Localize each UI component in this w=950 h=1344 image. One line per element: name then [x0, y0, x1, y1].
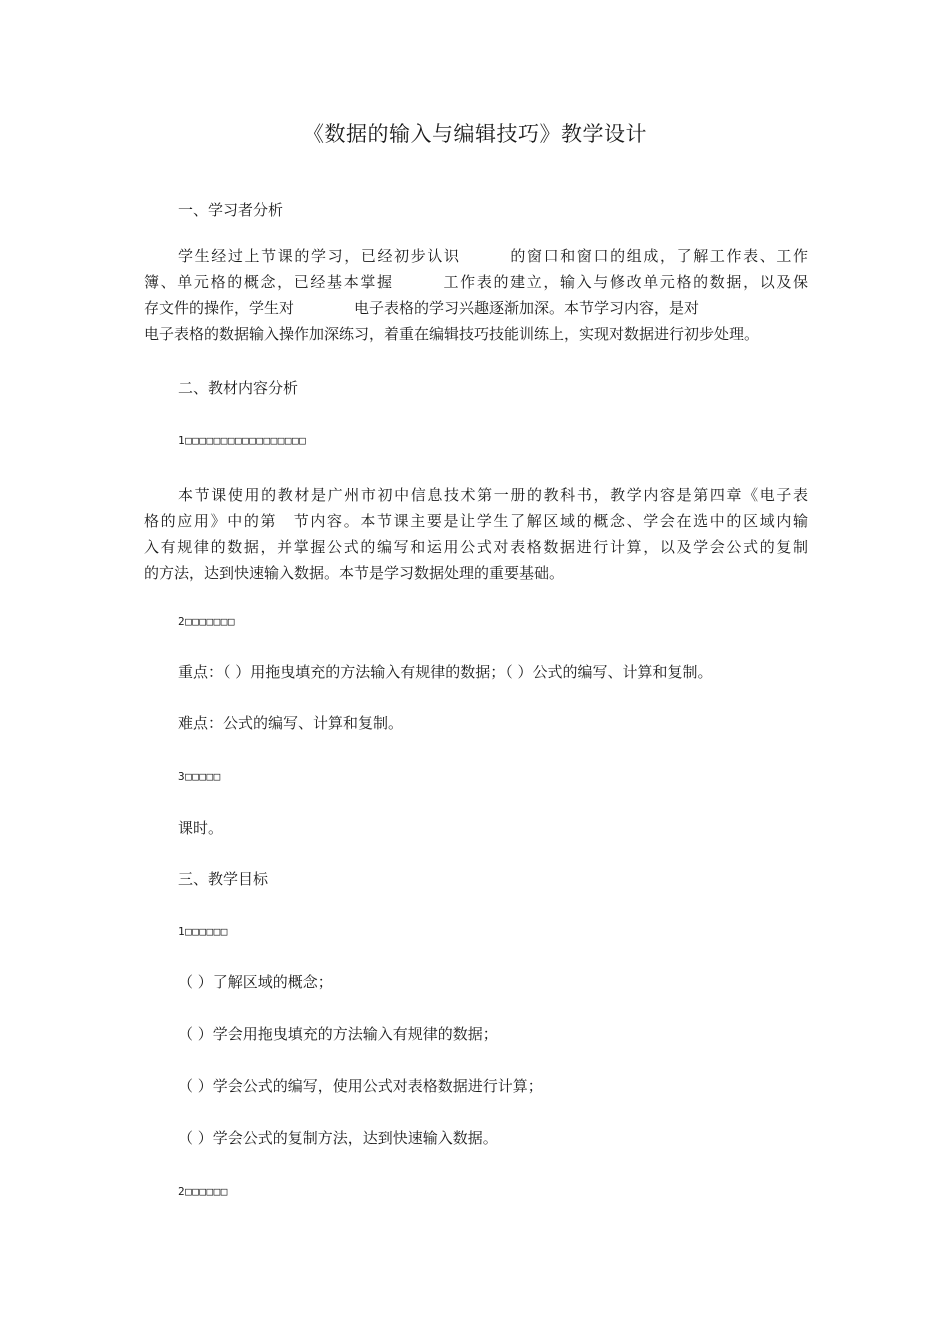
key-points: 重点：（ ）用拖曳填充的方法输入有规律的数据；（ ）公式的编写、计算和复制。: [178, 663, 713, 681]
objective-item: （ ）学会公式的复制方法，达到快速输入数据。: [178, 1129, 498, 1147]
paragraph-line: 入有规律的数据，并掌握公式的编写和运用公式对表格数据进行计算，以及学会公式的复制: [144, 538, 808, 556]
learner-analysis-paragraph: [144, 243, 808, 347]
section-heading-teaching-objectives: 三、教学目标: [178, 870, 269, 888]
objectives-subheading-2: 2□□□□□□: [178, 1185, 228, 1198]
section-heading-material-analysis: 二、教材内容分析: [178, 379, 299, 397]
paragraph-line: 格的应用》中的第 节内容。本节课主要是让学生了解区域的概念、学会在选中的区域内输: [144, 512, 808, 530]
paragraph-line: 本节课使用的教材是广州市初中信息技术第一册的教科书，教学内容是第四章《电子表: [178, 486, 808, 504]
objective-item: （ ）学会公式的编写，使用公式对表格数据进行计算；: [178, 1077, 543, 1095]
document-title: 《数据的输入与编辑技巧》教学设计: [303, 122, 647, 146]
paragraph-line: 的方法，达到快速输入数据。本节是学习数据处理的重要基础。: [144, 564, 565, 582]
objective-item: （ ）学会用拖曳填充的方法输入有规律的数据；: [178, 1025, 498, 1043]
paragraph-line: 电子表格的数据输入操作加深练习，着重在编辑技巧技能训练上，实现对数据进行初步处理。: [144, 325, 760, 343]
section-heading-learner-analysis: 一、学习者分析: [178, 201, 284, 219]
paragraph-line: 存文件的操作，学生对 电子表格的学习兴趣逐渐加深。本节学习内容，是对: [144, 299, 700, 317]
subheading-1: 1□□□□□□□□□□□□□□□□□: [178, 434, 307, 447]
class-hours: 课时。: [178, 819, 224, 837]
objectives-subheading-1: 1□□□□□□: [178, 925, 228, 938]
subheading-3: 3□□□□□: [178, 770, 221, 783]
objective-item: （ ）了解区域的概念；: [178, 973, 333, 991]
paragraph-line: 簿、单元格的概念，已经基本掌握 工作表的建立，输入与修改单元格的数据，以及保: [144, 273, 808, 291]
material-analysis-paragraph: [144, 482, 808, 586]
difficult-points: 难点：公式的编写、计算和复制。: [178, 714, 404, 732]
paragraph-line: 学生经过上节课的学习，已经初步认识 的窗口和窗口的组成，了解工作表、工作: [178, 247, 808, 265]
subheading-2: 2□□□□□□□: [178, 615, 235, 628]
